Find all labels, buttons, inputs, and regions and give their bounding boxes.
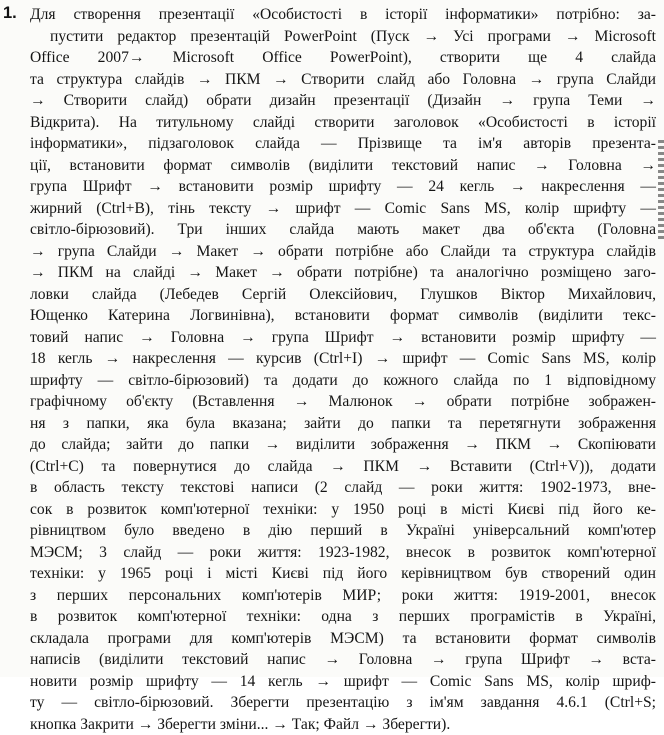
text-line: ції, встановити формат символів (виділити текстовий напис → Головна →	[30, 155, 656, 177]
text-line: світло-бірюзовий). Три інших слайда мають макет два об'єкта (Головна	[30, 219, 656, 241]
text-line: новити розмір шрифту — 14 кегль → шрифт — Comic Sans MS, колір шриф-	[30, 671, 656, 693]
text-line: → група Слайди → Макет → обрати потрібне або Слайди та структура слайдів	[30, 241, 656, 263]
text-line: в розвиток комп'ютерної техніки: одна з перших програмістів в Україні,	[30, 606, 656, 628]
text-line: до слайда; зайти до папки → виділити зображення → ПКМ → Скопіювати	[30, 434, 656, 456]
text-line: ту — світло-бірюзовий. Зберегти презентацію з ім'ям завдання 4.6.1 (Ctrl+S;	[30, 692, 656, 714]
text-line: Office 2007→ Microsoft Office PowerPoint), створити ще 4 слайда	[30, 47, 656, 69]
text-line: ловки слайда (Лебедев Сергій Олексійович, Глушков Віктор Михайлович,	[30, 284, 656, 306]
text-line: ня з папки, яка була вказана; зайти до папки та перетягнути зображення	[30, 413, 656, 435]
text-line: написів (виділити текстовий напис → Головна → група Шрифт → вста-	[30, 649, 656, 671]
task-paragraph	[30, 4, 656, 735]
text-line: (Ctrl+C) та повернутися до слайда → ПКМ → Вставити (Ctrl+V)), додати	[30, 456, 656, 478]
item-number: 1.	[3, 4, 17, 23]
text-line: складала програми для комп'ютерів МЭСМ) та встановити формат символів	[30, 628, 656, 650]
text-line: техніки: у 1965 році і місті Києві під його керівництвом був створений один	[30, 563, 656, 585]
text-line: → ПКМ на слайді → Макет → обрати потрібне) та аналогічно розміщено заго-	[30, 262, 656, 284]
text-line: Ющенко Катерина Логвинівна), встановити формат символів (виділити текс-	[30, 305, 656, 327]
page-edge-mark	[658, 140, 664, 240]
text-line: інформатики», підзаголовок слайда — Прізвище та ім'я авторів презента-	[30, 133, 656, 155]
text-line: рівництвом було введено в дію перший в Україні універсальний комп'ютер	[30, 520, 656, 542]
text-line: кнопка Закрити → Зберегти зміни... → Так; Файл → Зберегти).	[30, 714, 656, 735]
text-line: група Шрифт → встановити розмір шрифту — 24 кегль → накреслення —	[30, 176, 656, 198]
text-line: Відкрита). На титульному слайді створити заголовок «Особистості в історії	[30, 112, 656, 134]
text-line: пустити редактор презентацій PowerPoint (Пуск → Усі програми → Microsoft	[30, 26, 656, 48]
text-line: жирний (Ctrl+B), тінь тексту → шрифт — Comic Sans MS, колір шрифту —	[30, 198, 656, 220]
text-line: графічному об'єкту (Вставлення → Малюнок → обрати потрібне зображен-	[30, 391, 656, 413]
text-line: товий напис → Головна → група Шрифт → встановити розмір шрифту —	[30, 327, 656, 349]
text-line: МЭСМ; 3 слайд — роки життя: 1923-1982, внесок в розвиток комп'ютерної	[30, 542, 656, 564]
text-line: з перших персональних комп'ютерів МИР; роки життя: 1919-2001, внесок	[30, 585, 656, 607]
text-line: → Створити слайд) обрати дизайн презентації (Дизайн → група Теми →	[30, 90, 656, 112]
text-line: Для створення презентації «Особистості в історії інформатики» потрібно: за-	[30, 4, 656, 26]
text-line: шрифту — світло-бірюзовий) та додати до кожного слайда по 1 відповідному	[30, 370, 656, 392]
text-line: сок в розвиток комп'ютерної техніки: у 1950 році в місті Києві під його ке-	[30, 499, 656, 521]
text-line: та структура слайдів → ПКМ → Створити слайд або Головна → група Слайди	[30, 69, 656, 91]
text-line: 18 кегль → накреслення — курсив (Ctrl+I) → шрифт — Comic Sans MS, колір	[30, 348, 656, 370]
text-line: в область тексту текстові написи (2 слайд — роки життя: 1902-1973, вне-	[30, 477, 656, 499]
